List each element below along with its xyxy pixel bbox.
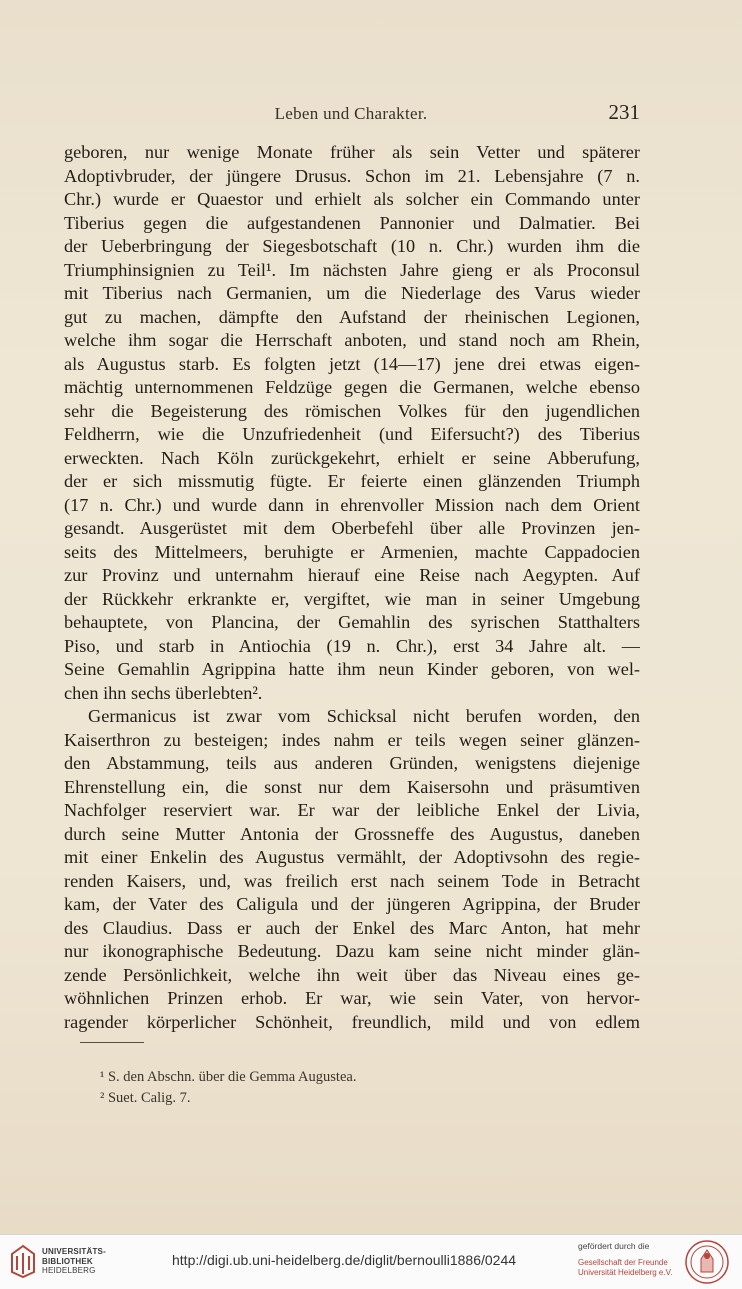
sponsor-line: Gesellschaft der Freunde	[578, 1258, 668, 1267]
text-line: mit Tiberius nach Germanien, um die Niederlage des Varus wieder	[64, 283, 640, 303]
library-name-line: BIBLIOTHEK	[42, 1256, 93, 1266]
text-line: den Abstammung, teils aus anderen Gründen, wenigstens diejenige	[64, 753, 640, 773]
library-logo-icon	[8, 1244, 38, 1278]
text-line: welche ihm sogar die Herrschaft anboten, und stand noch am Rhein,	[64, 330, 640, 350]
text-line: Tiberius gegen die aufgestandenen Pannonier und Dalmatier. Bei	[64, 212, 640, 233]
text-line: behauptete, von Plancina, der Gemahlin des syrischen Statthalters	[64, 612, 640, 632]
library-name	[42, 1247, 106, 1276]
text-line: Chr.) wurde er Quaestor und erhielt als solcher ein Commando unter	[64, 189, 640, 209]
text-line: der Rückkehr erkrankte er, vergiftet, wie man in seiner Umgebung	[64, 588, 640, 609]
text-line: zende Persönlichkeit, welche ihn weit über das Niveau eines ge-	[64, 964, 640, 985]
running-title: Leben und Charakter.	[274, 104, 428, 123]
running-head	[62, 100, 640, 130]
text-line: erweckten. Nach Köln zurückgekehrt, erhielt er seine Abberufung,	[64, 447, 640, 468]
library-name-line: HEIDELBERG	[42, 1266, 96, 1275]
text-line: mächtig unternommenen Feldzüge gegen die Germanen, welche ebenso	[64, 377, 640, 397]
text-line: mit einer Enkelin des Augustus vermählt, der Adoptivsohn des regie-	[64, 847, 640, 867]
text-line: gut zu machen, dämpfte den Aufstand der rheinischen Legionen,	[64, 306, 640, 327]
permalink-url[interactable]: http://digi.ub.uni-heidelberg.de/diglit/bernoulli1886/0244	[172, 1252, 517, 1268]
text-line: Feldherrn, wie die Unzufriedenheit (und Eifersucht?) des Tiberius	[64, 424, 640, 444]
sponsor-label: gefördert durch die	[578, 1241, 650, 1251]
text-line: Kaiserthron zu besteigen; indes nahm er teils wegen seiner glänzen-	[64, 729, 640, 750]
footnote-rule	[80, 1042, 144, 1043]
body-text	[64, 141, 640, 1034]
text-line: Piso, und starb in Antiochia (19 n. Chr.), erst 34 Jahre alt. —	[64, 635, 640, 656]
text-line: Adoptivbruder, der jüngere Drusus. Schon im 21. Lebensjahre (7 n.	[64, 165, 640, 186]
text-line: seits des Mittelmeers, beruhigte er Armenien, machte Cappadocien	[64, 541, 640, 562]
footnote-1: ¹ S. den Abschn. über die Gemma Augustea.	[100, 1069, 357, 1085]
text-line: der er sich missmutig fügte. Er feierte einen glänzenden Triumph	[64, 471, 640, 491]
text-line: sehr die Begeisterung des römischen Volkes für den jugendlichen	[64, 400, 640, 421]
sponsor-line: Universität Heidelberg e.V.	[578, 1268, 673, 1277]
page-number: 231	[608, 100, 640, 124]
text-line: Nachfolger reserviert war. Er war der leibliche Enkel der Livia,	[64, 800, 640, 820]
text-line: geboren, nur wenige Monate früher als sein Vetter und späterer	[64, 142, 640, 162]
text-line: Triumphinsignien zu Teil¹. Im nächsten Jahre gieng er als Proconsul	[64, 259, 640, 280]
text-line: Germanicus ist zwar vom Schicksal nicht berufen worden, den	[88, 706, 640, 726]
text-line: renden Kaisers, und, was freilich erst nach seinem Tode in Betracht	[64, 870, 640, 891]
viewer-footer	[0, 1234, 742, 1289]
footnotes	[100, 1067, 620, 1109]
text-line: nur ikonographische Bedeutung. Dazu kam seine nicht minder glän-	[64, 941, 640, 961]
text-line: durch seine Mutter Antonia der Grossneffe des Augustus, daneben	[64, 823, 640, 844]
text-line: kam, der Vater des Caligula und der jüngeren Agrippina, der Bruder	[64, 894, 640, 914]
text-line: wöhnlichen Prinzen erhob. Er war, wie sein Vater, von hervor-	[64, 988, 640, 1008]
text-line: ragender körperlicher Schönheit, freundlich, mild und von edlem	[64, 1011, 640, 1032]
text-line: der Ueberbringung der Siegesbotschaft (10 n. Chr.) wurden ihm die	[64, 236, 640, 256]
text-line: als Augustus starb. Es folgten jetzt (14—17) jene drei etwas eigen-	[64, 353, 640, 374]
text-line: (17 n. Chr.) und wurde dann in ehrenvoller Mission nach dem Orient	[64, 494, 640, 515]
text-line: gesandt. Ausgerüstet mit dem Oberbefehl über alle Provinzen jen-	[64, 518, 640, 538]
text-line: Seine Gemahlin Agrippina hatte ihm neun Kinder geboren, von wel-	[64, 659, 640, 679]
text-line: des Claudius. Dass er auch der Enkel des Marc Anton, hat mehr	[64, 917, 640, 938]
text-line: chen ihn sechs überlebten².	[64, 682, 263, 703]
footnote-2: ² Suet. Calig. 7.	[100, 1090, 191, 1106]
text-line: zur Provinz und unternahm hierauf eine Reise nach Aegypten. Auf	[64, 565, 640, 585]
text-line: Ehrenstellung ein, die sonst nur dem Kaisersohn und präsumtiven	[64, 776, 640, 797]
university-seal-icon	[684, 1239, 730, 1285]
library-name-line: UNIVERSITÄTS-	[42, 1247, 106, 1256]
sponsor-name	[578, 1258, 672, 1278]
